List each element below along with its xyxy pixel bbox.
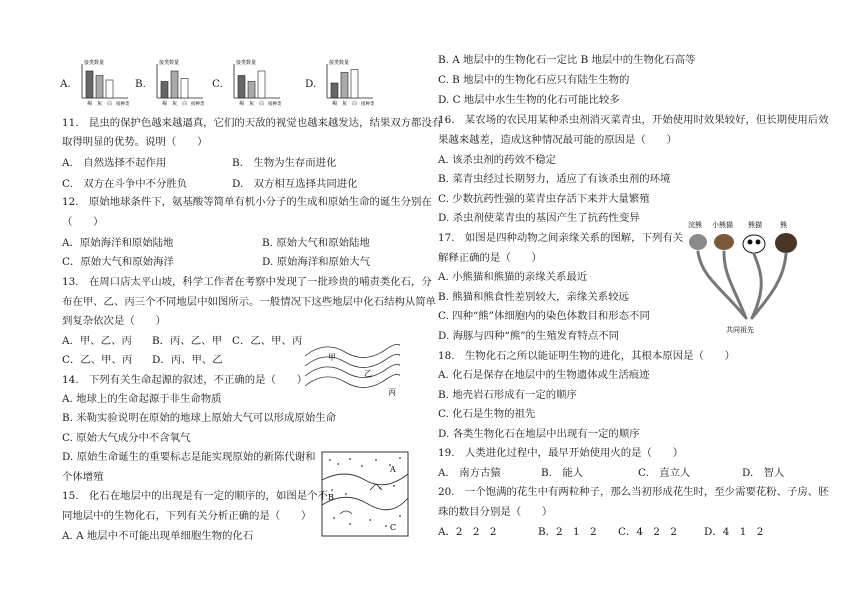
q15-layer-c: C <box>390 523 397 532</box>
q10-chart-xtick: 灰 <box>342 101 348 107</box>
q10-chart-title: 接类数量 <box>159 60 180 66</box>
q11-stem-line2: 取得明显的优势。说明（ ） <box>62 136 208 148</box>
q10-chart-xtick: 灰 <box>97 101 103 107</box>
q10-chart-bar <box>238 76 245 99</box>
q15-option-d: D. C 地层中水生生物的化石可能比较多 <box>438 94 620 106</box>
q14-option-d-line2: 个体增殖 <box>62 471 104 483</box>
q10-chart-bar <box>341 73 348 99</box>
q10-chart-title: 接类数量 <box>236 60 257 66</box>
q10-chart-bar <box>106 80 113 98</box>
q10-chart-xtick: 褐 <box>87 101 93 107</box>
q20-stem-line2: 珠的数目分别是（ ） <box>438 506 553 518</box>
q10-chart-xtick: 褐 <box>239 101 245 107</box>
q13-option-d: D．丙、甲、乙 <box>152 354 223 366</box>
q13-layer-jia: 甲 <box>328 353 336 362</box>
q16-option-d: D. 杀虫剂使菜青虫的基因产生了抗药性变异 <box>438 212 640 224</box>
q16-stem-line2: 果越来越差，造成这种情况最可能的原因是（ ） <box>438 134 677 146</box>
q13-option-b: B．丙、乙、甲 <box>152 335 222 347</box>
q10-chart-xtick: 灰 <box>172 101 178 107</box>
q10-chart-bar <box>248 82 255 99</box>
q15-option-c: C. B 地层中的生物化石应只有陆生生物的 <box>438 74 630 86</box>
q13-option-a: A．甲、乙、丙 <box>62 335 132 347</box>
q12-stem-line1: 12. 原始地球条件下，氨基酸等简单有机小分子的生成和原始生命的诞生分别在 <box>62 196 432 208</box>
q12-stem-line2: （ ） <box>62 216 104 228</box>
q10-chart-bar <box>161 82 168 99</box>
q14-option-d-line1: D. 原始生命诞生的重要标志是能实现原始的新陈代谢和 <box>62 451 316 463</box>
q15-option-a: A. A 地层中不可能出现单细胞生物的化石 <box>62 530 254 542</box>
q10-chart-c-svg <box>226 58 296 108</box>
q10-chart-bar <box>86 71 93 98</box>
q10-chart-xtick: 白 <box>259 101 265 107</box>
q10-chart-d-label: D. <box>305 78 317 90</box>
q13-option-c: C．乙、甲、丙 <box>232 335 303 347</box>
q10-chart-xtick: 褐 <box>162 101 168 107</box>
q10-chart-bar <box>331 83 338 98</box>
q17-animal-raccoon: 浣熊 <box>688 221 702 229</box>
q15-stem-line1: 15. 化石在地层中的出现是有一定的顺序的，如图是个不 <box>62 490 328 502</box>
q19-option-b: B. 能人 <box>541 467 584 479</box>
q14-option-c: C. 原始大气成分中不含氧气 <box>62 432 191 444</box>
q19-stem: 19. 人类进化过程中，最早开始使用火的是（ ） <box>438 447 684 459</box>
q10-chart-bar <box>181 79 188 99</box>
q19-option-c: C. 直立人 <box>638 467 691 479</box>
q17-ancestor-label: 共同祖先 <box>726 326 754 334</box>
q20-option-b: B．2 1 2 <box>538 526 597 538</box>
q10-chart-xtick: 白 <box>352 101 358 107</box>
q10-chart-title: 接类数量 <box>84 60 105 66</box>
q13-stem-line3: 到复杂依次是（ ） <box>62 315 166 327</box>
q14-option-a: A. 地球上的生命起源于非生命物质 <box>62 393 222 405</box>
q20-stem-line1: 20. 一个饱满的花生中有两粒种子，那么当初形成花生时，至少需要花粉、子房、胚 <box>438 486 829 498</box>
q10-chart-xlabel: 接种类 <box>191 102 205 107</box>
q13-strata-figure <box>300 338 400 398</box>
q10-chart-b-svg <box>149 58 219 108</box>
q13-layer-yi: 乙 <box>364 369 372 378</box>
q10-chart-bar <box>171 71 178 98</box>
q10-chart-c-label: C. <box>212 78 223 90</box>
q13-stem-line1: 13. 在周口店太平山坡，科学工作者在考察中发现了一批珍贵的哺责类化石，分 <box>62 276 432 288</box>
q12-option-d: D. 原始海洋和原始大气 <box>262 256 371 268</box>
q17-animal-panda: 熊猫 <box>748 221 762 229</box>
q15-option-b: B. A 地层中的生物化石一定比 B 地层中的生物化石高等 <box>438 54 696 66</box>
q10-chart-d-svg <box>319 58 389 108</box>
q14-stem: 14. 下列有关生命起源的叙述，不正确的是（ ） <box>62 374 308 386</box>
q10-chart-bar <box>96 76 103 99</box>
q14-option-b: B. 米勒实验说明在原始的地球上原始大气可以形成原始生命 <box>62 412 337 424</box>
q13-layer-bing: 丙 <box>388 388 396 397</box>
q11-option-d: D. 双方相互选择共同进化 <box>232 178 358 190</box>
q20-option-a: A．2 2 2 <box>438 526 497 538</box>
q17-animal-bear: 熊 <box>780 221 787 229</box>
q13-stem-line2: 布在甲、乙、丙三个不同地层中如图所示。一般情况下这些地层中化石结构从简单 <box>62 296 437 308</box>
q19-option-a: A. 南方古猿 <box>438 467 501 479</box>
q10-chart-xtick: 白 <box>107 101 113 107</box>
q12-option-c: C．原始大气和原始海洋 <box>62 256 174 268</box>
q16-option-b: B. 菜青虫经过长期努力，适应了有该杀虫剂的环境 <box>438 173 671 185</box>
q19-option-d: D. 智人 <box>742 467 785 479</box>
q18-option-d: D. 各类生物化石在地层中出现有一定的顺序 <box>438 428 640 440</box>
q17-option-a: A. 小熊猫和熊猫的亲缘关系最近 <box>438 271 588 283</box>
q15-layer-a: A <box>390 465 396 474</box>
q10-chart-bar <box>351 70 358 99</box>
q20-option-c: C．4 2 2 <box>618 526 677 538</box>
q20-option-d: D．4 1 2 <box>704 526 764 538</box>
q12-option-b: B. 原始大气和原始陆地 <box>262 237 370 249</box>
q18-option-c: C. 化石是生物的祖先 <box>438 408 536 420</box>
q17-option-d: D. 海豚与四种“熊”的生殖发育特点不同 <box>438 330 620 342</box>
q15-stem-line2: 同地层中的生物化石，下列有关分析正确的是（ ） <box>62 510 312 522</box>
q15-fossil-figure <box>320 450 410 538</box>
q17-option-b: B. 熊猫和熊食性差别较大，亲缘关系较远 <box>438 291 629 303</box>
q11-stem-line1: 11. 昆虫的保护色越来越逼真，它们的天敌的视觉也越来越发达，结果双方都没有 <box>62 117 443 129</box>
q10-chart-xlabel: 接种类 <box>116 102 130 107</box>
q16-option-c: C. 少数抗药性强的菜青虫存活下来并大量繁殖 <box>438 193 650 205</box>
q10-chart-title: 接类数量 <box>329 60 350 66</box>
q10-chart-a-label: A. <box>60 78 71 90</box>
q10-chart-xlabel: 接种类 <box>361 102 375 107</box>
q10-chart-a-svg <box>74 58 144 108</box>
q17-stem-line1: 17. 如图是四种动物之间亲缘关系的图解，下列有关 <box>438 232 684 244</box>
q11-option-c: C. 双方在斗争中不分胜负 <box>62 178 188 190</box>
q10-chart-xlabel: 接种类 <box>268 102 282 107</box>
q17-animal-red-panda: 小熊猫 <box>712 221 733 229</box>
q10-chart-xtick: 灰 <box>249 101 255 107</box>
q13-option-c2: C．乙、甲、丙 <box>62 354 133 366</box>
q15-layer-b: B <box>328 493 334 502</box>
q10-chart-xtick: 白 <box>182 101 188 107</box>
q17-option-c: C. 四种“熊”体细胞内的染色体数目和形态不同 <box>438 310 650 322</box>
q12-option-a: A．原始海洋和原始陆地 <box>62 237 174 249</box>
q16-option-a: A. 该杀虫剂的药效不稳定 <box>438 154 557 166</box>
q10-chart-b-label: B. <box>135 78 146 90</box>
q18-option-b: B. 地壳岩石形成有一定的顺序 <box>438 389 577 401</box>
q16-stem-line1: 16. 某农场的农民用某种杀虫剂消灭菜青虫，开始使用时效果较好，但长期使用后效 <box>438 114 829 126</box>
q10-chart-xtick: 褐 <box>332 101 338 107</box>
q18-stem: 18. 生物化石之所以能证明生物的进化，其根本原因是（ ） <box>438 350 736 362</box>
q17-stem-line2: 解释正确的是（ ） <box>438 252 542 264</box>
q11-option-a: A. 自然选择不起作用 <box>62 157 167 169</box>
q18-option-a: A. 化石是保存在地层中的生物遗体或生活痕迹 <box>438 369 650 381</box>
q10-chart-bar <box>258 71 265 98</box>
q17-phylogeny-figure <box>688 218 813 336</box>
q11-option-b: B. 生物为生存而进化 <box>232 157 337 169</box>
